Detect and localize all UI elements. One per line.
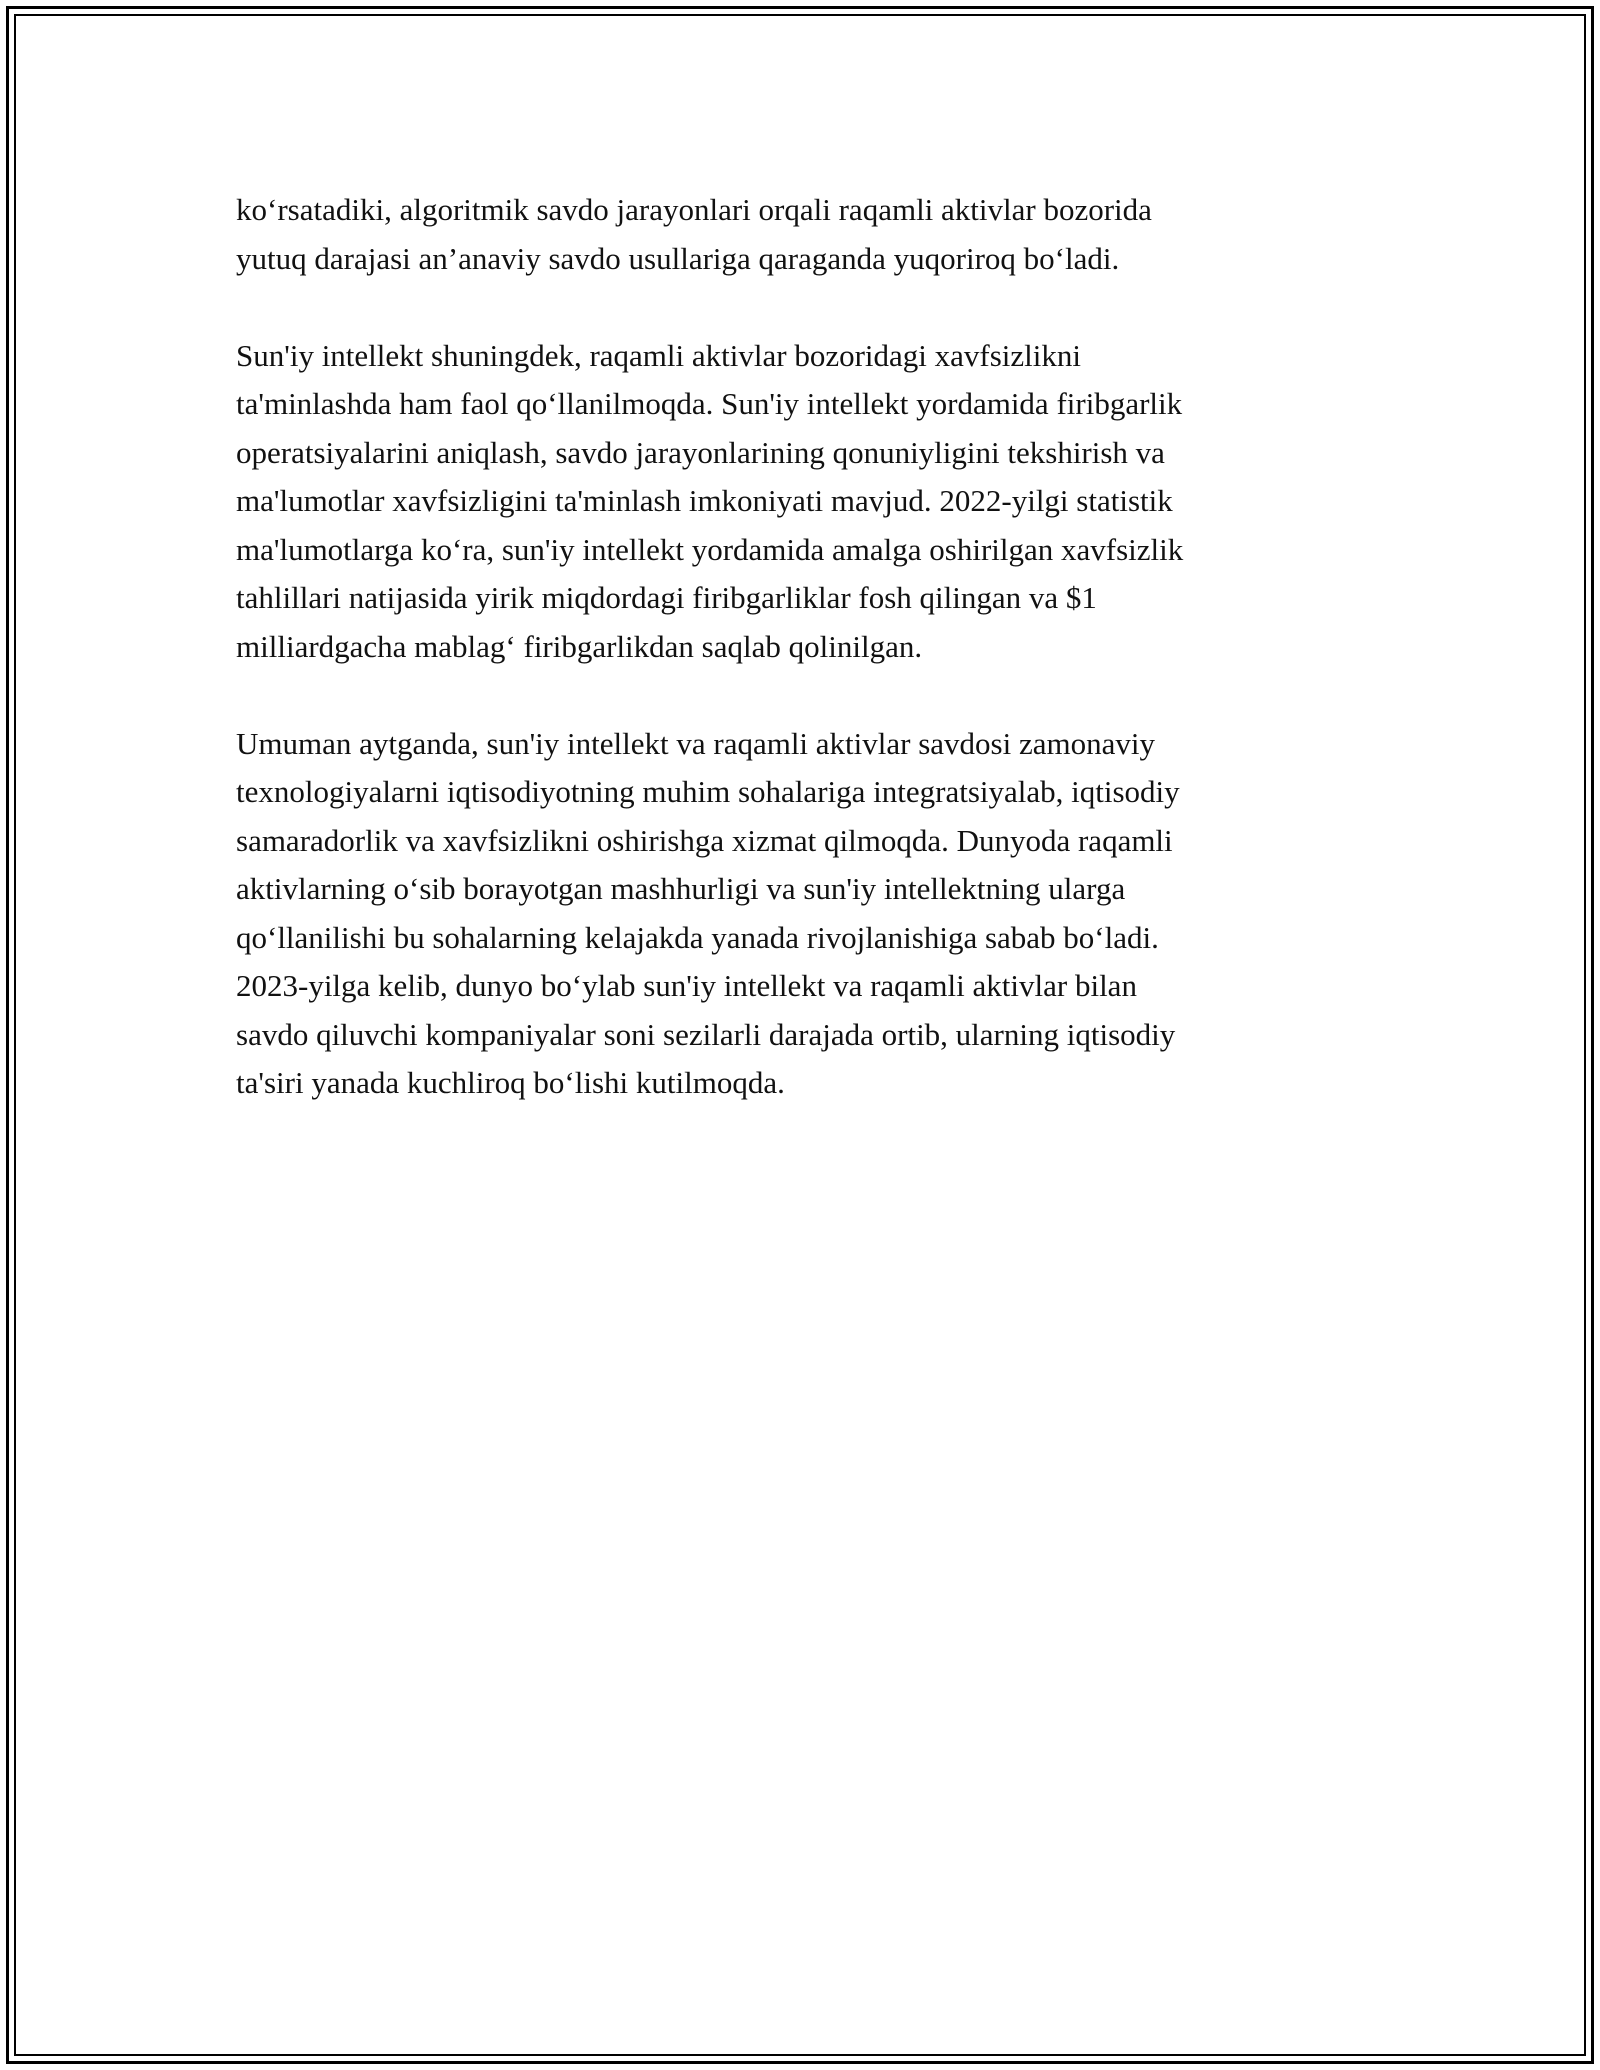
text-line: aktivlarning o‘sib borayotgan mashhurligi va sun'iy intellektning ularga [236,871,1126,906]
text-line: Umuman aytganda, sun'iy intellekt va raqamli aktivlar savdosi zamonaviy [236,725,1155,761]
paragraph-3 [236,720,1366,1108]
document-body [236,186,1366,1156]
text-line: milliardgacha mablag‘ firibgarlikdan saqlab qolinilgan. [236,628,923,664]
text-line: savdo qiluvchi kompaniyalar soni sezilarli darajada ortib, ularning iqtisodiy [236,1016,1176,1052]
text-line: ta'siri yanada kuchliroq bo‘lishi kutilmoqda. [236,1065,785,1100]
text-line: samaradorlik va xavfsizlikni oshirishga xizmat qilmoqda. Dunyoda raqamli [236,822,1173,858]
paragraph-2 [236,332,1366,672]
text-line: 2023-yilga kelib, dunyo bo‘ylab sun'iy intellekt va raqamli aktivlar bilan [236,968,1137,1003]
text-line: ma'lumotlarga ko‘ra, sun'iy intellekt yordamida amalga oshirilgan xavfsizlik [236,531,1184,567]
text-line: texnologiyalarni iqtisodiyotning muhim sohalariga integratsiyalab, iqtisodiy [236,774,1180,809]
text-line: ta'minlashda ham faol qo‘llanilmoqda. Sun'iy intellekt yordamida firibgarlik [236,386,1183,421]
paragraph-1 [236,186,1366,283]
text-line: Sun'iy intellekt shuningdek, raqamli aktivlar bozoridagi xavfsizlikni [236,337,1081,373]
text-line: ma'lumotlar xavfsizligini ta'minlash imkoniyati mavjud. 2022-yilgi statistik [236,483,1173,518]
text-line: qo‘llanilishi bu sohalarning kelajakda yanada rivojlanishiga sabab bo‘ladi. [236,919,1159,955]
text-line: operatsiyalarini aniqlash, savdo jarayonlarining qonuniyligini tekshirish va [236,434,1165,470]
text-line: yutuq darajasi an’anaviy savdo usullariga qaraganda yuqoriroq bo‘ladi. [236,240,1120,276]
text-line: tahlillari natijasida yirik miqdordagi firibgarliklar fosh qilingan va $1 [236,580,1097,615]
text-line: ko‘rsatadiki, algoritmik savdo jarayonlari orqali raqamli aktivlar bozorida [236,192,1152,227]
